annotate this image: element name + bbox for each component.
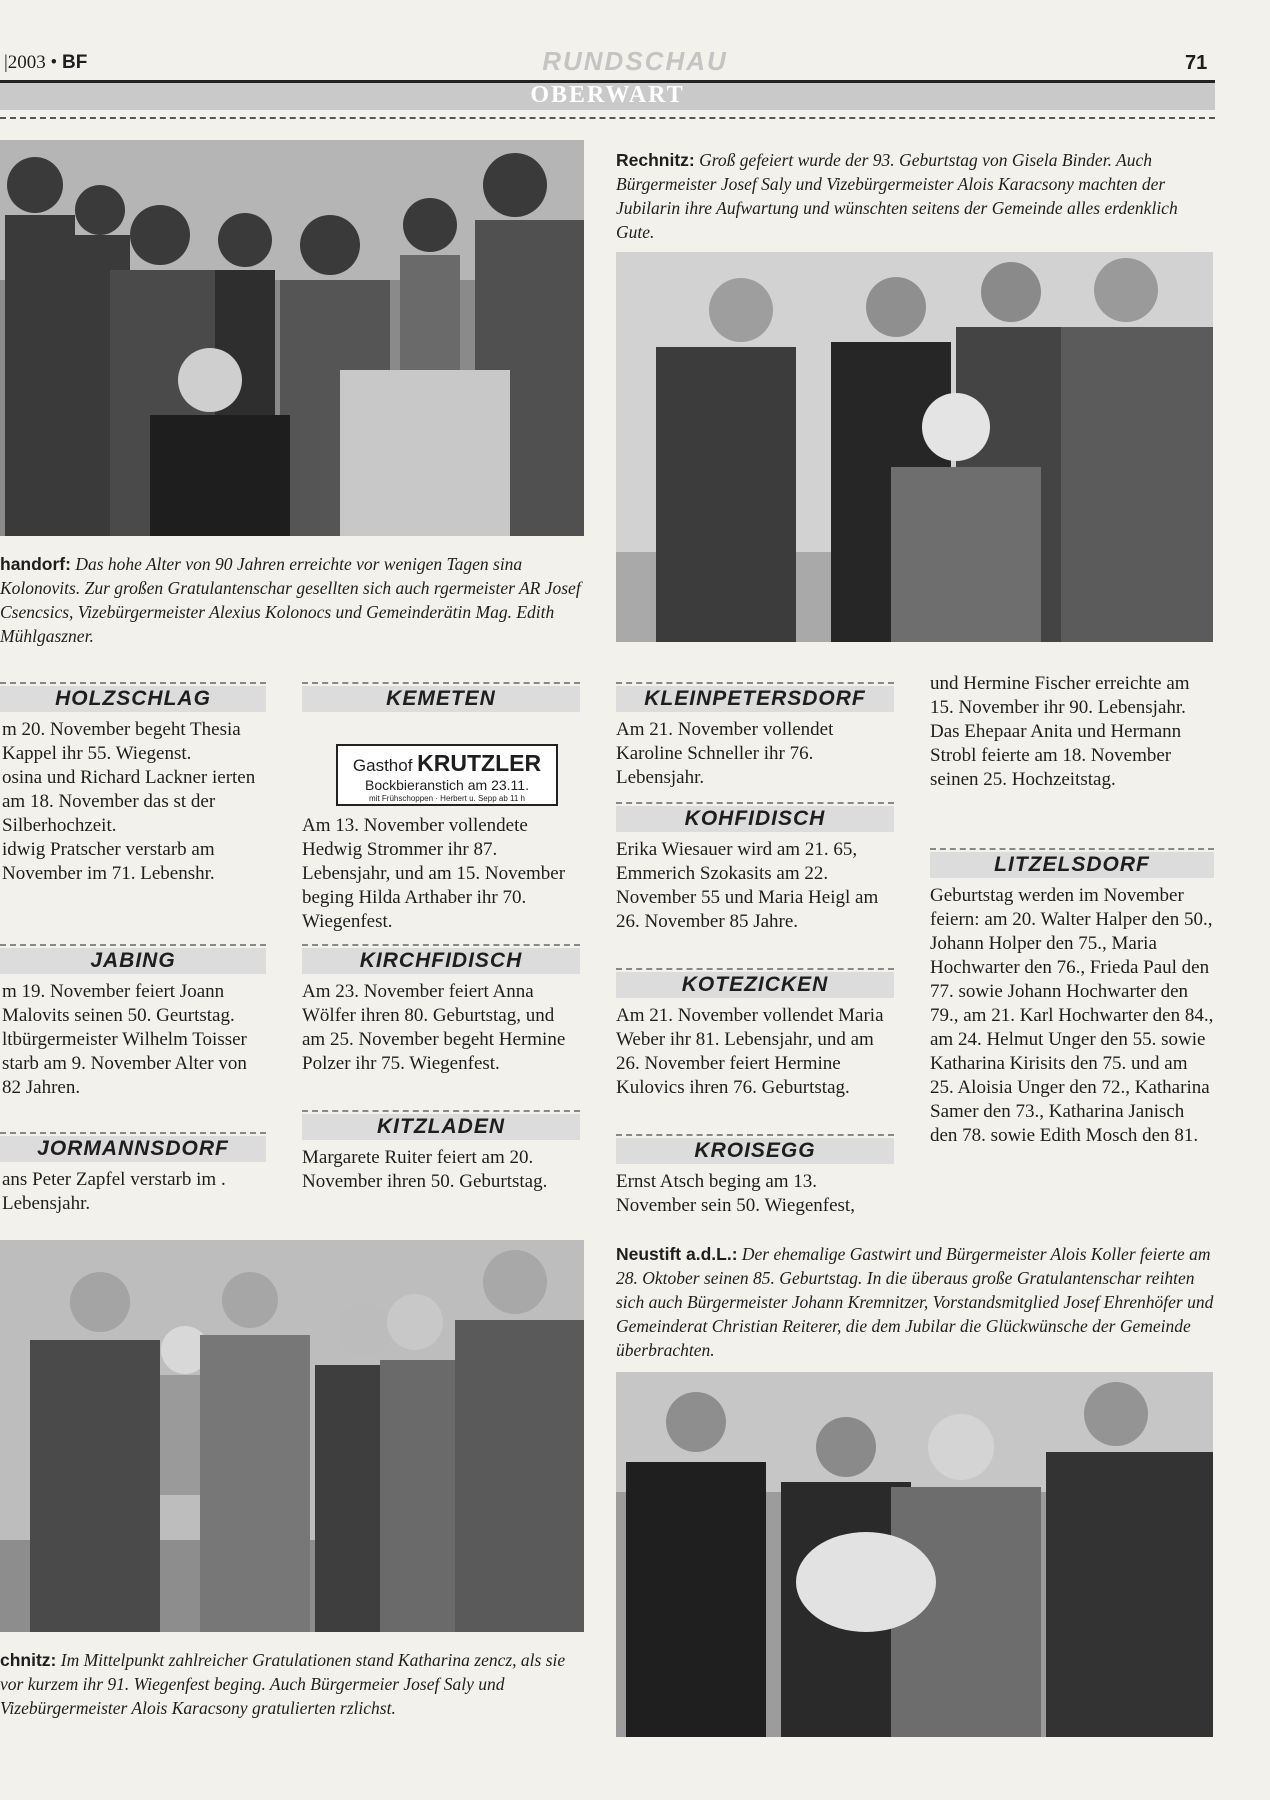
section-heading: HOLZSCHLAG (55, 687, 211, 710)
section-heading: KITZLADEN (377, 1115, 505, 1138)
caption-rechnitz-bottom (0, 1648, 584, 1720)
ad-event: Bockbieranstich am 23.11. (365, 777, 529, 793)
article-jormannsdorf: ans Peter Zapfel verstarb im . Lebensjahr. (2, 1169, 226, 1214)
section-heading: KLEINPETERSDORF (644, 687, 866, 710)
article-litzelsdorf: Geburtstag werden im November feiern: am 20. Walter Halper den 50., Johann Holper den 75., Maria Hochwarter den 76., Frieda Paul den 77. sowie Johann Hochwarter den 79., am 21. Karl Hochwarter den 84., am 24. Helmut Unger den 55. sowie Katharina Kirisits den 75. und am 25. Aloisia Unger den 72., Katharina Samer den 73., Katharina Janisch den 78. sowie Edith Mosch den 81. (930, 885, 1214, 1146)
caption-neustift (616, 1242, 1216, 1362)
ad-details: mit Frühschoppen · Herbert u. Sepp ab 11 h (369, 794, 525, 803)
caption-text: Das hohe Alter von 90 Jahren erreichte vor wenigen Tagen sina Kolonovits. Zur großen Gratulantenschar gesellten sich auch rgermeister AR Josef Csencsics, Vizebürgermeister Alexius Kolonocs und Gemeinderätin Mag. Edith Mühlgaszner. (0, 554, 581, 646)
caption-place: chnitz: (0, 1650, 57, 1670)
caption-text: Im Mittelpunkt zahlreicher Gratulationen stand Katharina zencz, als sie vor kurzem ihr 91. Wiegenfest beging. Auch Bürgermeier Josef Saly und Vizebürgermeister Alois Karacsony gratulierten rzlichst. (0, 1650, 566, 1718)
section-kirchfidisch (302, 942, 580, 974)
section-heading: KOHFIDISCH (684, 807, 826, 830)
section-kitzladen (302, 1108, 580, 1140)
section-heading: KEMETEN (386, 687, 496, 710)
article-holzschlag: m 20. November begeht Thesia Kappel ihr 55. Wiegenst. osina und Richard Lackner ierten am 18. November das st der Silberhochzeit. idwig Pratscher verstarb am November im 71. Lebenshr. (2, 719, 256, 884)
article-jabing: m 19. November feiert Joann Malovits seinen 50. Geurtstag. ltbürgermeister Wilhelm Toisser starb am 9. November Alter von 82 Jahren. (2, 981, 247, 1098)
header-divider (0, 117, 1215, 119)
caption-text: Groß gefeiert wurde der 93. Geburtstag von Gisela Binder. Auch Bürgermeister Josef Saly und Vizebürgermeister Alois Karacsony machten der Jubilarin ihre Aufwartung und wünschten seitens der Gemeinde alles erdenklich Gute. (616, 150, 1178, 242)
caption-text: Der ehemalige Gastwirt und Bürgermeister Alois Koller feierte am 28. Oktober seinen 85. Geburtstag. In die überaus große Gratulantenschar reihten sich auch Bürgermeister Johann Kremnitzer, Vorstandsmitglied Josef Ehrenhöfer und Gemeinderat Christian Reiterer, die dem Jubilar die Glückwünsche der Gemeinde überbrachten. (616, 1244, 1214, 1360)
section-heading: KROISEGG (694, 1139, 816, 1162)
caption-place: handorf: (0, 554, 71, 574)
header-issue: |2003 • BF (4, 52, 88, 73)
photo-schandorf-group (0, 140, 584, 536)
section-title: OBERWART (530, 82, 685, 108)
section-heading: LITZELSDORF (994, 853, 1150, 876)
section-kemeten (302, 680, 580, 712)
section-jormannsdorf (0, 1130, 266, 1162)
ad-name: KRUTZLER (417, 750, 542, 776)
page-number: 71 (1185, 52, 1208, 74)
section-heading: KOTEZICKEN (681, 973, 829, 996)
photo-rechnitz-binder (616, 252, 1213, 642)
photo-rechnitz-91 (0, 1240, 584, 1632)
section-kleinpetersdorf (616, 680, 894, 712)
section-heading: JORMANNSDORF (37, 1137, 229, 1160)
caption-schandorf (0, 552, 584, 648)
section-litzelsdorf (930, 846, 1214, 878)
section-jabing (0, 942, 266, 974)
header-publication: BF (61, 52, 88, 73)
section-kroisegg (616, 1132, 894, 1164)
article-kirchfidisch: Am 23. November feiert Anna Wölfer ihren 80. Geburtstag, und am 25. November begeht Hermine Polzer ihr 75. Wiegenfest. (302, 981, 566, 1074)
section-kohfidisch (616, 800, 894, 832)
article-kleinpetersdorf: Am 21. November vollendet Karoline Schneller ihr 76. Lebensjahr. (616, 719, 834, 788)
header-title: RUNDSCHAU (542, 46, 728, 76)
section-holzschlag (0, 680, 266, 712)
ad-gasthof: Gasthof (352, 756, 413, 775)
article-kotezicken: Am 21. November vollendet Maria Weber ihr 81. Lebensjahr, und am 26. November feiert Hermine Kulovics ihren 76. Geburtstag. (616, 1005, 884, 1098)
section-heading: JABING (90, 949, 176, 972)
article-kitzladen: Margarete Ruiter feiert am 20. November ihren 50. Geburtstag. (302, 1147, 548, 1192)
article-kemeten: Am 13. November vollendete Hedwig Strommer ihr 87. Lebensjahr, und am 15. November beging Hilda Arthaber ihr 70. Wiegenfest. (302, 815, 566, 932)
caption-place: Neustift a.d.L.: (616, 1244, 738, 1264)
article-kohfidisch: Erika Wiesauer wird am 21. 65, Emmerich Szokasits am 22. November 55 und Maria Heigl am 26. November 85 Jahre. (616, 839, 879, 932)
section-kotezicken (616, 966, 894, 998)
article-kroisegg: Ernst Atsch beging am 13. November sein 50. Wiegenfest, (616, 1171, 855, 1216)
photo-neustift-koller (616, 1372, 1213, 1737)
article-kroisegg-continued: und Hermine Fischer erreichte am 15. November ihr 90. Lebensjahr. Das Ehepaar Anita und Hermann Strobl feierte am 18. November seinen 25. Hochzeitstag. (930, 673, 1190, 790)
caption-place: Rechnitz: (616, 150, 695, 170)
caption-rechnitz-top (616, 148, 1216, 244)
advertisement-krutzler (336, 744, 558, 806)
section-heading: KIRCHFIDISCH (359, 949, 523, 972)
